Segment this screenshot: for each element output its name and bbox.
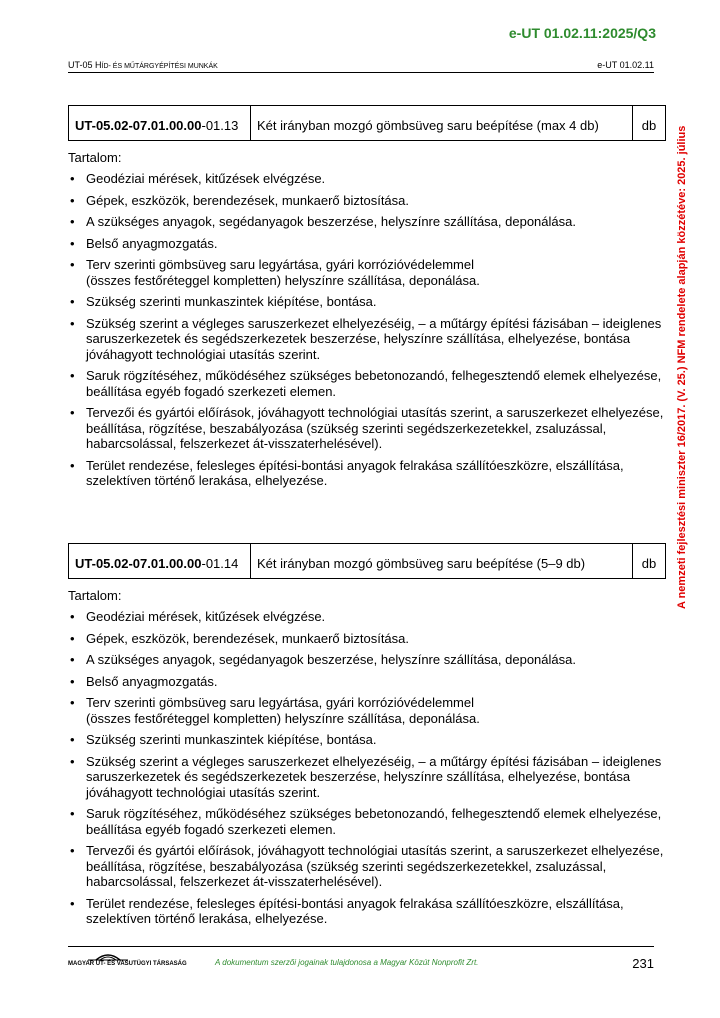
item-header-box — [68, 543, 666, 579]
list-item: • Saruk rögzítéséhez, működéséhez szükséges bebetonozandó, felhegesztendő elemek elhelyezése, beállítása egyéb fogadó szerkezeti elemen. — [68, 806, 666, 837]
list-item: • Terület rendezése, felesleges építési-bontási anyagok felrakása szállítóeszközre, elszállítása, szelektíven történő lerakása, elhelyezése. — [68, 896, 666, 927]
header-left: UT-05 HÍD- ÉS MŰTÁRGYÉPÍTÉSI MUNKÁK — [68, 60, 218, 70]
copyright-note: A dokumentum szerzői jogainak tulajdonosa a Magyar Közút Nonprofit Zrt. — [215, 958, 479, 967]
list-item: • Terv szerinti gömbsüveg saru legyártása, gyári korrózióvédelemmel (összes festőréteggel kompletten) helyszínre szállítása, deponálása. — [68, 257, 666, 288]
content-list — [68, 609, 666, 927]
footer-divider — [68, 946, 654, 947]
item-header-box — [68, 105, 666, 141]
list-item: • Belső anyagmozgatás. — [68, 674, 666, 690]
section-01-13 — [68, 105, 666, 495]
list-item: • Szükség szerint a végleges saruszerkezet elhelyezéséig, – a műtárgy építési fázisában – ideiglenes saruszerkezetek és segédszerkezetek beszerzése, helyszínre szállítása, elhelyezése, bontása jóváhagyott technológiai utasítás szerint. — [68, 316, 666, 363]
item-code: UT-05.02-07.01.00.00 -01.14 — [69, 544, 251, 578]
list-item: • A szükséges anyagok, segédanyagok beszerzése, helyszínre szállítása, deponálása. — [68, 652, 666, 668]
document-code: e-UT 01.02.11:2025/Q3 — [508, 25, 656, 41]
list-item: • Geodéziai mérések, kitűzések elvégzése. — [68, 609, 666, 625]
item-unit: db — [641, 118, 657, 133]
list-item: • Belső anyagmozgatás. — [68, 236, 666, 252]
page-number: 231 — [632, 956, 654, 971]
content-label: Tartalom: — [68, 150, 122, 165]
list-item: • Szükség szerint a végleges saruszerkezet elhelyezéséig, – a műtárgy építési fázisában – ideiglenes saruszerkezetek és segédszerkezetek beszerzése, helyszínre szállítása, elhelyezése, bontása jóváhagyott technológiai utasítás szerint. — [68, 754, 666, 801]
list-item: • Terv szerinti gömbsüveg saru legyártása, gyári korrózióvédelemmel (összes festőréteggel kompletten) helyszínre szállítása, deponálása. — [68, 695, 666, 726]
list-item: • Gépek, eszközök, berendezések, munkaerő biztosítása. — [68, 631, 666, 647]
list-item: • Szükség szerinti munkaszintek kiépítése, bontása. — [68, 732, 666, 748]
list-item: • A szükséges anyagok, segédanyagok beszerzése, helyszínre szállítása, deponálása. — [68, 214, 666, 230]
list-item: • Tervezői és gyártói előírások, jóváhagyott technológiai utasítás szerint, a saruszerkezet elhelyezése, beállítása, rögzítése, beszabályozása (szükség szerinti segédszerkezetekkel, zsaluzással, habarcsolással, felszerkezet át-visszaterhelésével). — [68, 843, 666, 890]
list-item: • Gépek, eszközök, berendezések, munkaerő biztosítása. — [68, 193, 666, 209]
society-logo-text: MAGYAR UT- ÉS VASUTÜGYI TÁRSASÁG — [68, 961, 187, 967]
content-label: Tartalom: — [68, 588, 122, 603]
list-item: • Geodéziai mérések, kitűzések elvégzése. — [68, 171, 666, 187]
list-item: • Terület rendezése, felesleges építési-bontási anyagok felrakása szállítóeszközre, elszállítása, szelektíven történő lerakása, elhelyezése. — [68, 458, 666, 489]
list-item: • Saruk rögzítéséhez, működéséhez szükséges bebetonozandó, felhegesztendő elemek elhelyezése, beállítása egyéb fogadó szerkezeti elemen. — [68, 368, 666, 399]
item-title: Két irányban mozgó gömbsüveg saru beépítése (max 4 db) — [251, 106, 633, 140]
side-note: A nemzeti fejlesztési miniszter 16/2017. (V. 25.) NFM rendelete alapján közzétéve: 2025. július — [676, 125, 688, 609]
running-header — [68, 60, 654, 73]
item-title: Két irányban mozgó gömbsüveg saru beépítése (5–9 db) — [251, 544, 633, 578]
list-item: • Szükség szerinti munkaszintek kiépítése, bontása. — [68, 294, 666, 310]
section-01-14 — [68, 543, 666, 933]
header-right: e-UT 01.02.11 — [597, 60, 654, 70]
item-unit: db — [641, 556, 657, 571]
list-item: • Tervezői és gyártói előírások, jóváhagyott technológiai utasítás szerint, a saruszerkezet elhelyezése, beállítása, rögzítése, beszabályozása (szükség szerinti segédszerkezetekkel, zsaluzással, habarcsolással, felszerkezet át-visszaterhelésével). — [68, 405, 666, 452]
item-code: UT-05.02-07.01.00.00 -01.13 — [69, 106, 251, 140]
content-list — [68, 171, 666, 489]
